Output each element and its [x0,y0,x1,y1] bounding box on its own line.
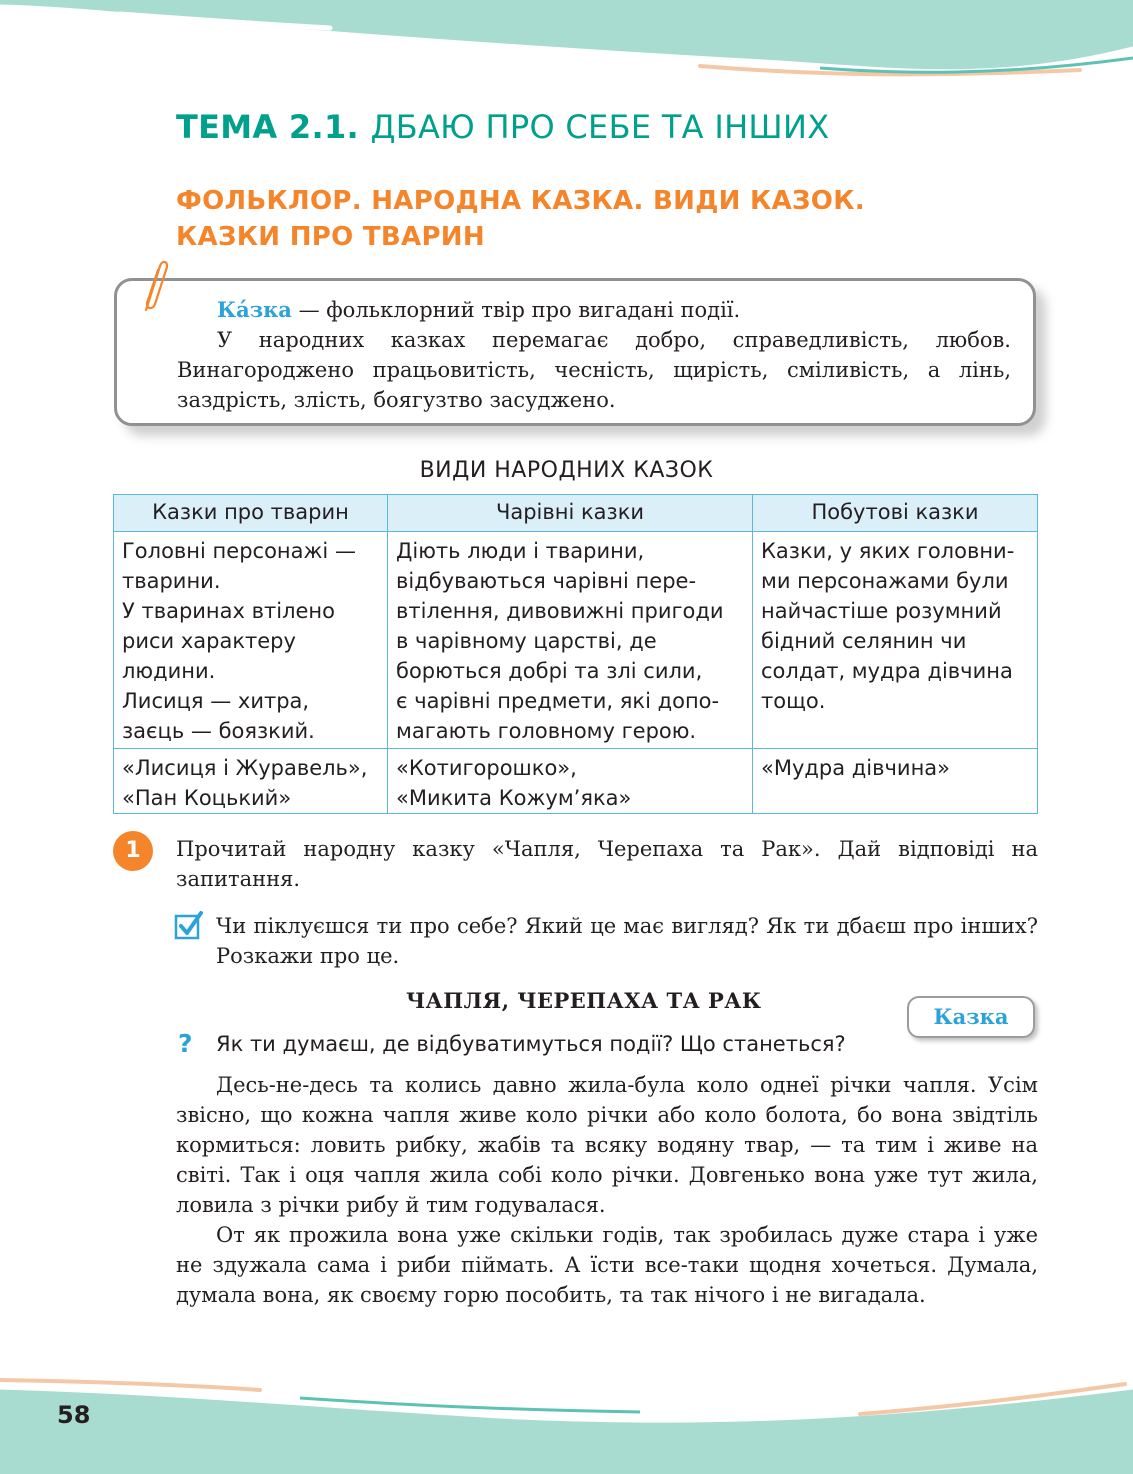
definition-paragraph: У народних казках перемагає добро, справедливість, любов. Винагороджено працьовитість, чесність, щирість, сміливість, а лінь, заздрість, злість, боягузтво засуджено. [177,328,1011,412]
cell-line: «Лисиця і Журавель», [122,756,368,780]
cell-line: магають головному герою. [396,719,697,743]
pre-reading-question: Як ти думаєш, де відбуватимуться події? Що станеться? [216,1032,846,1056]
checkbox-checked-icon [174,910,204,940]
cell-line: тощо. [761,689,826,713]
cell-line: «Мудра дівчина» [761,756,951,780]
cell-line: солдат, мудра дівчина [761,659,1013,683]
cell-magic-tales-description [388,532,753,749]
topic-heading [176,108,829,146]
cell-line: бідний селянин чи [761,629,967,653]
definition-box [114,278,1036,426]
cell-line: «Пан Коцький» [122,786,292,810]
task-text: Прочитай народну казку «Чапля, Черепаха та Рак». Дай відповіді на запитання. [176,837,1038,891]
cell-line: Головні персонажі — [122,539,356,563]
column-header-animal-tales: Казки про тварин [114,495,388,532]
table-header-row [114,495,1038,532]
genre-badge: Казка [907,996,1035,1038]
table-row-examples [114,749,1038,814]
definition-rest: — фольклорний твір про вигадані події. [291,298,741,322]
table-title: ВИДИ НАРОДНИХ КАЗОК [419,458,714,483]
cell-magic-tales-examples [388,749,753,814]
column-header-magic-tales: Чарівні казки [388,495,753,532]
cell-line: заєць — боязкий. [122,719,315,743]
page-number: 58 [57,1401,91,1429]
cell-line: Лисиця — хитра, [122,689,310,713]
cell-line: «Котигорошко», [396,756,577,780]
lesson-subtitle-line-2: КАЗКИ ПРО ТВАРИН [176,222,485,252]
story-paragraph: Десь-не-десь та колись давно жила-була коло однеї річки чапля. Усім звісно, що кожна чапля живе коло річки або коло болота, бо вона звідтіль кормиться: ловить рибку, жабів та всяку водяну твар, — та тим і живе на світі. Так і оця чапля жила собі коло річки. Довгенько вона уже тут жила, ловила з річки рибу й тим годувалася. [176,1073,1038,1217]
task-number-badge: 1 [113,831,153,871]
folk-tale-types-table [113,494,1038,814]
cell-line: «Микита Кожум’яка» [396,786,632,810]
cell-line: відбуваються чарівні пере- [396,569,697,593]
bottom-wave-decoration [0,1370,1133,1474]
table-row-descriptions [114,532,1038,749]
topic-title: ДБАЮ ПРО СЕБЕ ТА ІНШИХ [370,108,830,146]
definition-line [177,295,1011,325]
cell-line: в чарівному царстві, де [396,629,657,653]
lesson-subtitle-line-1: ФОЛЬКЛОР. НАРОДНА КАЗКА. ВИДИ КАЗОК. [176,186,865,216]
reflection-question-text: Чи піклуєшся ти про себе? Який це має вигляд? Як ти дбаєш про інших? Розкажи про це. [216,914,1038,968]
paperclip-icon [136,258,170,316]
cell-line: риси характеру [122,629,296,653]
cell-line: борються добрі та злі сили, [396,659,703,683]
cell-line: Діють люди і тварини, [396,539,645,563]
story-text [176,1070,1038,1310]
story-paragraph: От як прожила вона уже скільки годів, так зробилась дуже стара і уже не здужала сама і риби піймать. А їсти все-таки щодня хочеться. Думала, думала вона, як своєму горю пособить, та так нічого і не вигадала. [176,1223,1038,1307]
definition-text [177,295,1011,415]
definition-term: Ка́зка [217,297,292,322]
cell-line: втілення, дивовижні пригоди [396,599,724,623]
question-mark-icon: ? [178,1029,193,1058]
cell-line: найчастіше розумний [761,599,1002,623]
story-title: ЧАПЛЯ, ЧЕРЕПАХА ТА РАК [406,988,762,1013]
cell-animal-tales-examples [114,749,388,814]
cell-everyday-tales-description [753,532,1038,749]
lesson-subtitle [176,183,865,255]
cell-line: У тваринах втілено [122,599,335,623]
column-header-everyday-tales: Побутові казки [753,495,1038,532]
cell-line: є чарівні предмети, які допо- [396,689,720,713]
cell-animal-tales-description [114,532,388,749]
cell-line: тварини. [122,569,221,593]
cell-line: людини. [122,659,216,683]
cell-line: ми персонажами були [761,569,1009,593]
cell-line: Казки, у яких головни- [761,539,1015,563]
cell-everyday-tales-examples [753,749,1038,814]
topic-label: ТЕМА 2.1. [176,108,359,146]
top-wave-decoration [0,0,1133,90]
